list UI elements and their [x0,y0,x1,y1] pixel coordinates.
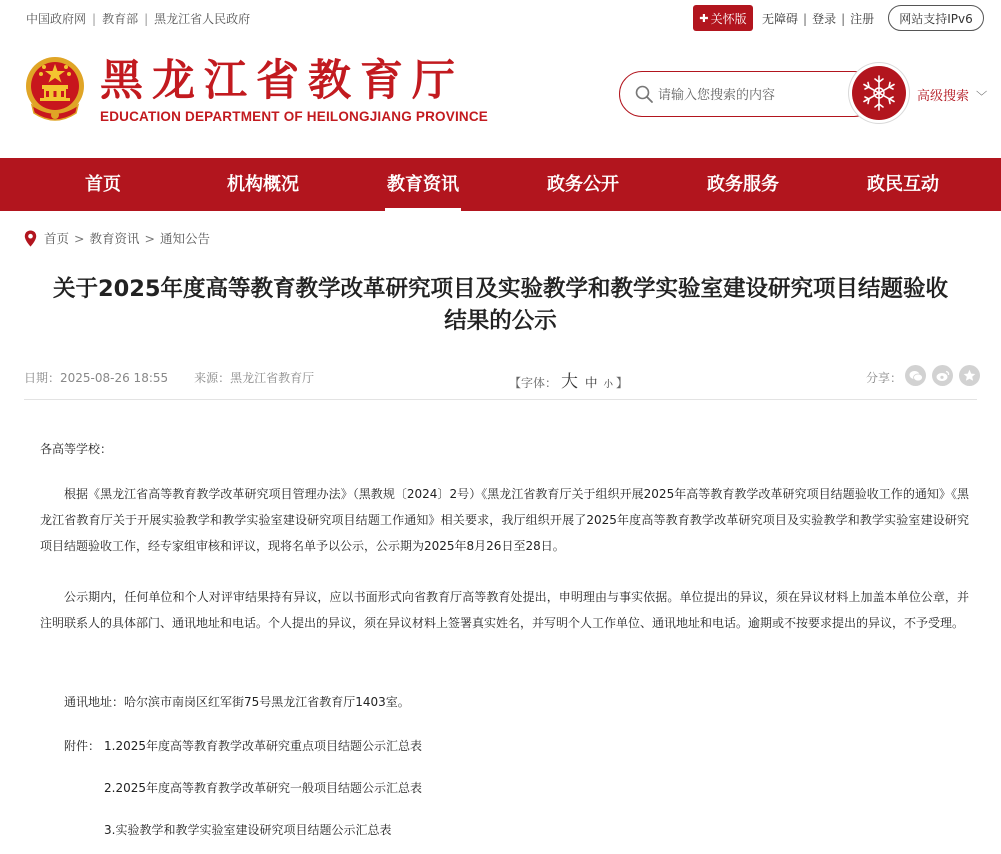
site-title: 黑龙江省教育厅 [100,56,464,106]
breadcrumb-home[interactable]: 首页 [44,231,70,246]
search-box [619,71,877,117]
national-emblem-icon [24,55,86,125]
link-hlj-gov[interactable]: 黑龙江省人民政府 [154,12,251,26]
contact-address: 通讯地址：哈尔滨市南岗区红军街75号黑龙江省教育厅1403室。 [64,695,410,709]
search-icon [634,84,654,104]
top-links: 中国政府网 | 教育部 | 黑龙江省人民政府 [26,12,251,26]
font-large-button[interactable]: 大 [561,372,579,392]
attachment-label: 附件： [64,739,101,753]
attachment-link-3[interactable]: 3.实验教学和教学实验室建设研究项目结题公示汇总表 [104,823,392,837]
share-label: 分享： [866,371,903,385]
article-title: 关于2025年度高等教育教学改革研究项目及实验教学和教学实验室建设研究项目结题验收 结果的公示 [52,276,949,334]
nav-education-news[interactable]: 教育资讯 [363,158,483,211]
heart-icon: ✚ [699,11,709,25]
wechat-icon[interactable] [905,365,926,386]
search-input[interactable] [656,82,840,108]
font-medium-button[interactable]: 中 [585,375,598,390]
link-moe[interactable]: 教育部 [102,12,139,26]
account-links: 无障碍 | 登录 | 注册 [762,12,875,26]
care-mode-button[interactable]: ✚ 关怀版 [693,5,753,31]
nav-home[interactable]: 首页 [85,174,121,195]
font-small-button[interactable]: 小 [603,379,614,390]
site-subtitle: EDUCATION DEPARTMENT OF HEILONGJIANG PROVINCE [100,109,489,124]
star-icon[interactable] [959,365,980,386]
breadcrumb: 首页 > 教育资讯 > 通知公告 [24,229,210,247]
weibo-icon[interactable] [932,365,953,386]
font-size-switcher: 【字体： 大 中 小 】 [509,372,629,392]
meta-divider [24,399,977,400]
main-nav [0,158,1001,211]
location-pin-icon [24,230,37,247]
paragraph-basis: 根据《黑龙江省高等教育教学改革研究项目管理办法》（黑教规〔2024〕2号）《黑龙江省教育厅关于组织开展2025年高等教育教学改革研究项目结题验收工作的通知》《黑龙江省教育厅关于开展实验教学和教学实验室建设研究项目结题工作通知》相关要求，我厅组织开展了2025年度高等教育教学改革研究项目及实验教学和教学实验室建设研究项目结题验收工作，经专家组审核和评议，现将名单予以公示，公示期为2025年8月26日至28日。 [40,487,969,553]
search-button[interactable] [852,66,906,120]
paragraph-objection: 公示期内，任何单位和个人对评审结果持有异议，应以书面形式向省教育厅高等教育处提出，申明理由与事实依据。单位提出的异议，须在异议材料上加盖本单位公章，并注明联系人的具体部门、通讯地址和电话。个人提出的异议，须在异议材料上签署真实姓名，并写明个人工作单位、通讯地址和电话。逾期或不按要求提出的异议，不予受理。 [40,590,969,630]
snowflake-search-icon [859,73,899,113]
nav-institution[interactable]: 机构概况 [227,174,299,195]
nav-interaction[interactable]: 政民互动 [867,174,939,195]
article-source: 来源：黑龙江省教育厅 [194,371,315,385]
top-bar [0,0,1001,36]
breadcrumb-notices[interactable]: 通知公告 [160,231,211,246]
breadcrumb-education-news[interactable]: 教育资讯 [89,231,140,246]
salutation: 各高等学校： [40,442,113,456]
advanced-search-link[interactable]: 高级搜索 ﹀ [917,89,988,104]
login-link[interactable]: 登录 [812,12,837,26]
register-link[interactable]: 注册 [850,12,875,26]
attachment-link-2[interactable]: 2.2025年度高等教育教学改革研究一般项目结题公示汇总表 [104,781,422,795]
ipv6-badge[interactable]: 网站支持IPv6 [888,5,984,31]
attachment-link-1[interactable]: 1.2025年度高等教育教学改革研究重点项目结题公示汇总表 [104,739,422,753]
accessibility-link[interactable]: 无障碍 [762,12,799,26]
chevron-down-icon: ﹀ [976,90,988,103]
link-gov-cn[interactable]: 中国政府网 [26,12,87,26]
publish-date: 日期：2025-08-26 18:55 [24,371,169,385]
nav-government-affairs[interactable]: 政务公开 [547,174,619,195]
article-meta [24,369,314,386]
nav-government-services[interactable]: 政务服务 [707,174,779,195]
